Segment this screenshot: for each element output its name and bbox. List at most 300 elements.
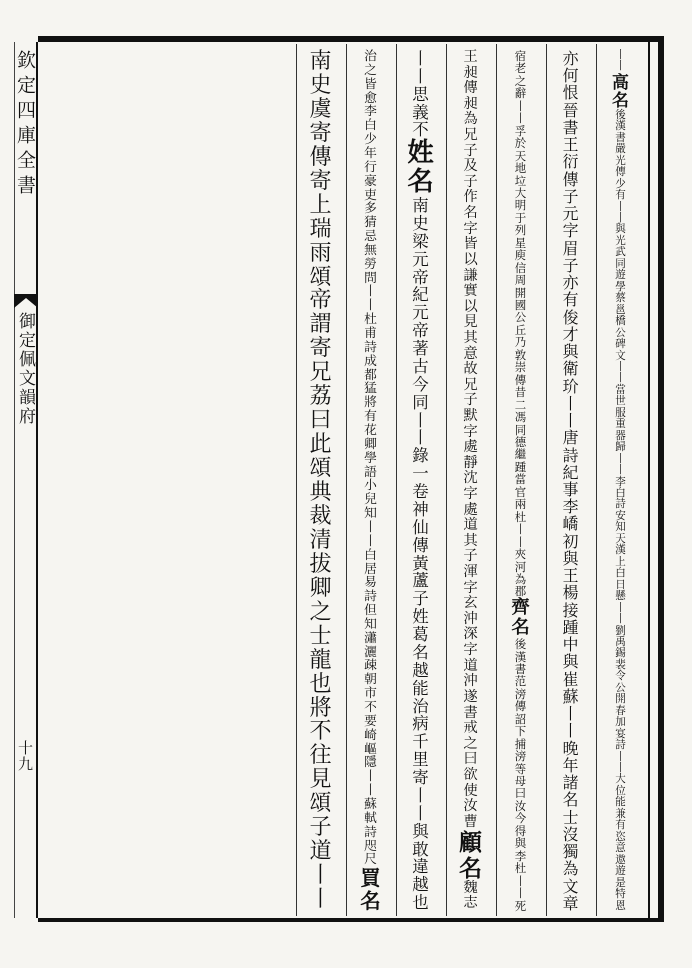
text-character: 馮 bbox=[514, 410, 527, 425]
text-character: 也 bbox=[412, 893, 429, 913]
text-character: 有 bbox=[615, 189, 626, 202]
text-character: 知 bbox=[364, 506, 377, 522]
text-character: 白 bbox=[364, 547, 377, 563]
text-character: 公 bbox=[514, 310, 527, 325]
text-character: 文 bbox=[615, 349, 626, 362]
text-character: 武 bbox=[615, 246, 626, 259]
text-character: 與 bbox=[615, 223, 626, 236]
text-character: 丨 bbox=[364, 519, 377, 535]
text-character: 瑞 bbox=[309, 216, 332, 242]
text-character: 南 bbox=[412, 196, 429, 216]
text-character: 當 bbox=[514, 472, 527, 487]
text-character: 易 bbox=[364, 575, 377, 591]
text-character: 處 bbox=[463, 501, 478, 518]
text-character: 禹 bbox=[615, 635, 626, 648]
text-character: 子 bbox=[463, 548, 478, 565]
text-character: 違 bbox=[412, 857, 429, 877]
text-character: 寄 bbox=[309, 168, 332, 194]
text-character: 紀 bbox=[562, 462, 579, 482]
text-character: 晉 bbox=[562, 100, 579, 120]
text-character: 姓 bbox=[412, 607, 429, 627]
text-character: 郡 bbox=[514, 584, 527, 599]
text-character: 後 bbox=[514, 637, 527, 652]
text-character: 丨 bbox=[364, 783, 377, 799]
text-character: 汝 bbox=[463, 798, 478, 815]
text-character: 之 bbox=[309, 599, 332, 625]
text-character: 能 bbox=[412, 678, 429, 698]
text-character: 行 bbox=[364, 159, 377, 175]
text-character: 漢 bbox=[514, 649, 527, 664]
heading-character: 齊 bbox=[511, 596, 530, 618]
heading-character: 名 bbox=[511, 616, 530, 638]
text-character: 子 bbox=[562, 186, 579, 206]
heading-character: 姓 bbox=[407, 137, 434, 169]
text-character: 忌 bbox=[364, 229, 377, 245]
text-character: 故 bbox=[463, 361, 478, 378]
text-character: 紀 bbox=[412, 285, 429, 305]
text-character: 卿 bbox=[309, 575, 332, 601]
text-character: 南 bbox=[309, 49, 332, 74]
text-character: 帝 bbox=[412, 267, 429, 287]
text-character: 詩 bbox=[364, 589, 377, 605]
text-character: 大 bbox=[514, 185, 527, 200]
text-character: 無 bbox=[364, 242, 377, 258]
text-character: 詩 bbox=[562, 445, 579, 465]
text-character: 獨 bbox=[562, 842, 579, 862]
text-character: 龍 bbox=[309, 647, 332, 673]
text-character: 漢 bbox=[615, 120, 626, 133]
text-character: 神 bbox=[412, 499, 429, 519]
folio-number: 十九 bbox=[16, 740, 34, 772]
text-character: 多 bbox=[364, 201, 377, 217]
text-character: 丨 bbox=[412, 66, 429, 86]
text-character: 子 bbox=[463, 392, 478, 409]
text-character: 戒 bbox=[463, 720, 478, 737]
text-character: 兄 bbox=[309, 360, 332, 386]
text-character: 于 bbox=[514, 210, 527, 225]
text-character: 安 bbox=[615, 509, 626, 522]
text-character: 初 bbox=[562, 531, 579, 551]
text-character: 孚 bbox=[514, 123, 527, 138]
text-character: 頌 bbox=[309, 791, 332, 817]
text-character: 下 bbox=[514, 724, 527, 739]
text-character: 治 bbox=[412, 696, 429, 716]
text-character: 公 bbox=[615, 326, 626, 339]
text-character: 丨 bbox=[514, 873, 527, 888]
text-character: 意 bbox=[463, 345, 478, 362]
text-character: 宿 bbox=[514, 49, 527, 63]
text-character: 何 bbox=[562, 66, 579, 86]
text-character: 字 bbox=[463, 579, 478, 596]
text-character: 錄 bbox=[412, 446, 429, 466]
text-character: 星 bbox=[514, 235, 527, 250]
text-character: 嚴 bbox=[615, 143, 626, 156]
text-character: 丨 bbox=[615, 200, 626, 213]
text-character: 葛 bbox=[412, 625, 429, 645]
text-character: 尺 bbox=[364, 852, 377, 868]
text-character: 白 bbox=[364, 118, 377, 134]
text-character: 同 bbox=[615, 257, 626, 270]
text-character: 豪 bbox=[364, 173, 377, 189]
text-character: 昶 bbox=[463, 64, 478, 81]
text-character: 詩 bbox=[615, 498, 626, 511]
text-character: 丨 bbox=[364, 298, 377, 314]
text-character: 才 bbox=[562, 324, 579, 344]
text-character: 居 bbox=[364, 561, 377, 577]
text-character: 隱 bbox=[364, 755, 377, 771]
frame-right-inner-border bbox=[648, 42, 650, 918]
text-character: 與 bbox=[514, 836, 527, 851]
text-character: 謂 bbox=[309, 312, 332, 338]
text-column-1 bbox=[596, 44, 645, 916]
text-character: 諸 bbox=[562, 773, 579, 793]
text-character: 丨 bbox=[615, 60, 626, 73]
text-character: 寄 bbox=[309, 336, 332, 362]
text-character: 杜 bbox=[364, 312, 377, 328]
text-character: 玠 bbox=[562, 376, 579, 396]
text-character: 使 bbox=[463, 782, 478, 799]
text-character: 丨 bbox=[615, 372, 626, 385]
text-character: 當 bbox=[615, 383, 626, 396]
text-character: 元 bbox=[562, 204, 579, 224]
text-character: 也 bbox=[309, 671, 332, 697]
text-character: 錫 bbox=[615, 647, 626, 660]
text-character: 此 bbox=[309, 432, 332, 458]
text-character: 周 bbox=[514, 273, 527, 288]
text-character: 杜 bbox=[514, 861, 527, 876]
text-character: 甫 bbox=[364, 326, 377, 342]
text-column-5 bbox=[396, 44, 445, 916]
text-character: 丨 bbox=[514, 111, 527, 126]
text-character: 帝 bbox=[412, 321, 429, 341]
text-character: 與 bbox=[562, 652, 579, 672]
text-character: 辭 bbox=[514, 86, 527, 101]
text-character: 要 bbox=[364, 713, 377, 729]
text-character: 踵 bbox=[514, 459, 527, 474]
text-character: 日 bbox=[615, 578, 626, 591]
text-character: 丨 bbox=[514, 534, 527, 549]
text-character: 不 bbox=[309, 719, 332, 745]
text-character: 丨 bbox=[615, 452, 626, 465]
text-character: 越 bbox=[412, 660, 429, 680]
text-character: 子 bbox=[309, 815, 332, 841]
text-character: 詩 bbox=[364, 824, 377, 840]
text-character: 兄 bbox=[463, 127, 478, 144]
text-character: 光 bbox=[615, 154, 626, 167]
text-character: 今 bbox=[412, 374, 429, 394]
text-character: 傳 bbox=[514, 372, 527, 387]
column-rule bbox=[396, 44, 397, 916]
text-character: 二 bbox=[514, 397, 527, 412]
banxin-library-title: 欽定四庫全書 bbox=[14, 50, 36, 200]
text-character: 明 bbox=[514, 198, 527, 213]
text-character: 開 bbox=[615, 693, 626, 706]
text-character: 詩 bbox=[364, 339, 377, 355]
text-character: 世 bbox=[615, 395, 626, 408]
text-character: 丨 bbox=[615, 613, 626, 626]
text-character: 范 bbox=[514, 674, 527, 689]
text-character: 千 bbox=[412, 732, 429, 752]
text-character: 李 bbox=[364, 104, 377, 120]
text-character: 將 bbox=[309, 695, 332, 721]
text-character: 名 bbox=[463, 205, 478, 222]
text-character: 咫 bbox=[364, 838, 377, 854]
text-character: 少 bbox=[364, 132, 377, 148]
frame-right-border bbox=[658, 36, 664, 922]
text-character: 丘 bbox=[514, 322, 527, 337]
text-character: 亦 bbox=[562, 49, 579, 68]
text-character: 文 bbox=[562, 876, 579, 896]
heading-character: 名 bbox=[459, 854, 482, 882]
text-character: 傳 bbox=[514, 699, 527, 714]
text-character: 國 bbox=[514, 298, 527, 313]
text-character: 劉 bbox=[615, 624, 626, 637]
text-character: 其 bbox=[463, 329, 478, 346]
text-character: 丨 bbox=[412, 428, 429, 448]
text-character: 虞 bbox=[309, 96, 332, 122]
text-character: 眉 bbox=[562, 238, 579, 258]
text-character: 捕 bbox=[514, 736, 527, 751]
text-character: 曹 bbox=[463, 813, 478, 830]
text-character: 皆 bbox=[364, 76, 377, 92]
text-character: 以 bbox=[463, 251, 478, 268]
text-character: 唐 bbox=[562, 428, 579, 448]
text-character: 丨 bbox=[615, 464, 626, 477]
text-character: 猜 bbox=[364, 215, 377, 231]
text-character: 知 bbox=[615, 521, 626, 534]
text-character: 今 bbox=[514, 811, 527, 826]
text-character: 特 bbox=[615, 888, 626, 901]
text-character: 拔 bbox=[309, 551, 332, 577]
text-character: 為 bbox=[514, 571, 527, 586]
text-character: 子 bbox=[412, 589, 429, 609]
text-character: 字 bbox=[463, 486, 478, 503]
text-character: 為 bbox=[463, 111, 478, 128]
text-character: 之 bbox=[514, 73, 527, 88]
text-character: 公 bbox=[615, 681, 626, 694]
text-character: 靜 bbox=[463, 454, 478, 471]
text-character: 滂 bbox=[514, 749, 527, 764]
text-character: 得 bbox=[514, 823, 527, 838]
text-character: 有 bbox=[364, 409, 377, 425]
text-character: 歸 bbox=[615, 441, 626, 454]
text-character: 李 bbox=[615, 475, 626, 488]
text-character: 學 bbox=[615, 280, 626, 293]
text-character: 中 bbox=[562, 635, 579, 655]
text-character: 王 bbox=[463, 49, 478, 65]
text-character: 花 bbox=[364, 423, 377, 438]
text-character: 老 bbox=[514, 61, 527, 76]
text-character: 丨 bbox=[562, 721, 579, 741]
text-character: 荔 bbox=[309, 384, 332, 410]
column-rule bbox=[546, 44, 547, 916]
text-character: 等 bbox=[514, 761, 527, 776]
text-character: 天 bbox=[615, 532, 626, 545]
text-character: 道 bbox=[309, 839, 332, 865]
text-character: 古 bbox=[412, 356, 429, 376]
text-character: 位 bbox=[615, 784, 626, 797]
text-character: 漢 bbox=[615, 544, 626, 557]
text-character: 傳 bbox=[309, 144, 332, 170]
text-character: 地 bbox=[514, 161, 527, 176]
text-character: 繼 bbox=[514, 447, 527, 462]
column-rule bbox=[596, 44, 597, 916]
text-character: 昔 bbox=[514, 385, 527, 400]
text-character: 丨 bbox=[364, 533, 377, 549]
text-character: 崎 bbox=[364, 727, 377, 743]
text-character: 志 bbox=[463, 895, 478, 912]
text-character: 懸 bbox=[615, 590, 626, 603]
text-character: 灑 bbox=[364, 644, 377, 660]
text-character: 不 bbox=[364, 700, 377, 716]
text-character: 帝 bbox=[309, 288, 332, 314]
text-character: 裁 bbox=[309, 503, 332, 529]
heading-character: 高 bbox=[612, 71, 629, 92]
text-character: 加 bbox=[615, 716, 626, 729]
text-character: 信 bbox=[514, 260, 527, 275]
text-character: 梁 bbox=[412, 231, 429, 251]
text-character: 實 bbox=[463, 283, 478, 300]
text-character: 傳 bbox=[615, 166, 626, 179]
text-character: 但 bbox=[364, 603, 377, 619]
text-character: 丨 bbox=[514, 98, 527, 113]
text-character: 吏 bbox=[364, 187, 377, 203]
text-character: 丨 bbox=[514, 886, 527, 901]
text-character: 有 bbox=[615, 819, 626, 832]
text-character: 治 bbox=[364, 49, 377, 64]
text-character: 天 bbox=[514, 148, 527, 163]
text-column-3 bbox=[496, 44, 545, 916]
text-character: 章 bbox=[562, 893, 579, 913]
text-character: 丨 bbox=[562, 704, 579, 724]
text-character: 典 bbox=[309, 480, 332, 505]
text-character: 恩 bbox=[615, 899, 626, 912]
text-character: 於 bbox=[514, 136, 527, 151]
text-character: 楊 bbox=[562, 583, 579, 603]
column-rule bbox=[296, 44, 297, 916]
text-character: 服 bbox=[615, 406, 626, 419]
text-character: 曰 bbox=[463, 751, 478, 768]
text-character: 卷 bbox=[412, 482, 429, 502]
text-character: 事 bbox=[562, 480, 579, 499]
text-character: 官 bbox=[514, 484, 527, 499]
text-column-4 bbox=[446, 44, 495, 916]
text-character: 丨 bbox=[514, 522, 527, 537]
text-character: 蘇 bbox=[364, 797, 377, 813]
text-character: 俊 bbox=[562, 307, 579, 327]
text-character: 名 bbox=[562, 790, 579, 810]
text-character: 書 bbox=[562, 117, 579, 137]
text-character: 詔 bbox=[514, 711, 527, 726]
text-character: 碑 bbox=[615, 338, 626, 351]
text-character: 丨 bbox=[412, 410, 429, 430]
text-character: 元 bbox=[412, 249, 429, 269]
heading-character: 買 bbox=[360, 866, 381, 891]
text-character: 沈 bbox=[463, 470, 478, 487]
text-character: 之 bbox=[463, 735, 478, 752]
text-character: 黃 bbox=[412, 553, 429, 573]
heading-character: 名 bbox=[360, 888, 381, 913]
text-character: 後 bbox=[615, 108, 626, 121]
text-character: 丨 bbox=[309, 863, 332, 889]
text-character: 雨 bbox=[309, 240, 332, 266]
column-rule bbox=[446, 44, 447, 916]
text-character: 夾 bbox=[514, 547, 527, 562]
text-character: 丨 bbox=[615, 750, 626, 763]
text-character: 母 bbox=[514, 774, 527, 789]
text-character: 軾 bbox=[364, 810, 377, 826]
text-character: 庾 bbox=[514, 248, 527, 263]
text-character: 白 bbox=[615, 567, 626, 580]
text-character: 見 bbox=[463, 314, 478, 331]
text-character: 德 bbox=[514, 434, 527, 449]
text-character: 士 bbox=[562, 807, 579, 827]
text-character: 年 bbox=[364, 145, 377, 161]
text-character: 市 bbox=[364, 686, 377, 702]
text-character: 沖 bbox=[463, 673, 478, 690]
text-character: 兼 bbox=[615, 807, 626, 820]
text-character: 恣 bbox=[615, 830, 626, 843]
text-character: 欲 bbox=[463, 766, 478, 783]
text-character: 朝 bbox=[364, 672, 377, 688]
text-character: 仙 bbox=[412, 517, 429, 537]
text-character: 蘆 bbox=[412, 571, 429, 591]
text-character: 與 bbox=[412, 821, 429, 841]
text-column-7 bbox=[296, 44, 345, 916]
text-character: 疎 bbox=[364, 658, 377, 674]
text-column-6 bbox=[346, 44, 395, 916]
text-character: 史 bbox=[412, 213, 429, 233]
text-character: 字 bbox=[463, 220, 478, 237]
text-character: 李 bbox=[562, 497, 579, 517]
text-character: 丨 bbox=[412, 785, 429, 805]
text-character: 子 bbox=[463, 173, 478, 190]
text-character: 史 bbox=[309, 72, 332, 98]
text-character: 書 bbox=[463, 704, 478, 721]
text-character: 晚 bbox=[562, 738, 579, 758]
text-character: 踵 bbox=[562, 617, 579, 637]
text-character: 宴 bbox=[615, 727, 626, 740]
text-character: 是 bbox=[615, 876, 626, 889]
column-rule bbox=[496, 44, 497, 916]
text-character: 丨 bbox=[412, 49, 429, 68]
text-column-2 bbox=[546, 44, 595, 916]
text-character: 書 bbox=[514, 661, 527, 676]
text-character: 一 bbox=[412, 464, 429, 484]
text-character: 名 bbox=[412, 642, 429, 662]
text-character: 頌 bbox=[309, 456, 332, 482]
text-character: 頌 bbox=[309, 264, 332, 290]
text-character: 丨 bbox=[412, 803, 429, 823]
text-character: 衍 bbox=[562, 152, 579, 172]
fishtail-mark bbox=[14, 294, 38, 308]
text-character: 曰 bbox=[309, 408, 332, 434]
text-character: 及 bbox=[463, 158, 478, 175]
text-character: 傳 bbox=[463, 80, 478, 97]
text-character: 上 bbox=[615, 555, 626, 568]
text-character: 義 bbox=[412, 102, 429, 122]
text-character: 崇 bbox=[514, 360, 527, 375]
text-character: 邕 bbox=[615, 303, 626, 316]
banxin-book-title: 御定佩文韻府 bbox=[15, 312, 35, 426]
text-character: 傳 bbox=[412, 535, 429, 555]
text-character: 橋 bbox=[615, 315, 626, 328]
text-character: 杜 bbox=[514, 509, 527, 524]
text-character: 子 bbox=[463, 142, 478, 159]
text-character: 兒 bbox=[364, 492, 377, 508]
text-character: 字 bbox=[463, 642, 478, 659]
text-character: 能 bbox=[615, 796, 626, 809]
